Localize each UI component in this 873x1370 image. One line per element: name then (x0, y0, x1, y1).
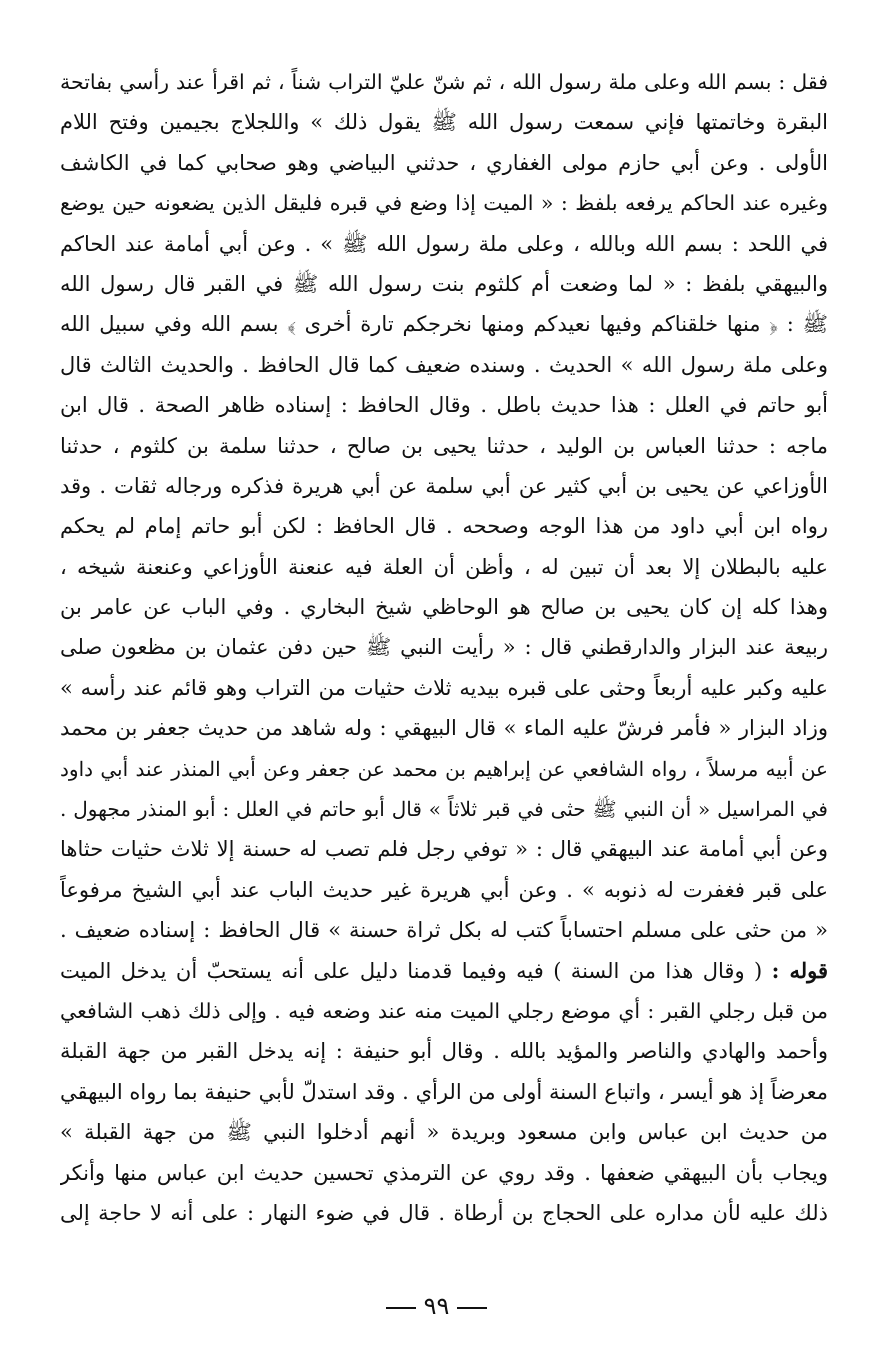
text-line: وأحمد والهادي والناصر والمؤيد بالله . وقال أبو حنيفة : إنه يدخل القبر من جهة القبلة (60, 1039, 828, 1064)
text-line: « من حثى على مسلم احتساباً كتب له بكل ثراة حسنة » قال الحافظ : إسناده ضعيف . (60, 918, 828, 943)
text-line-commentary (60, 951, 828, 991)
text-line: الأولى . وعن أبي حازم مولى الغفاري ، حدثني البياضي وهو صحابي كما في الكاشف (60, 150, 828, 175)
text-line: في المراسيل « أن النبي ﷺ حثى في قبر ثلاثاً » قال أبو حاتم في العلل : أبو المنذر مجهول . (60, 797, 828, 822)
text-line: في اللحد : بسم الله وبالله ، وعلى ملة رسول الله ﷺ » . وعن أبي أمامة عند الحاكم (60, 231, 828, 256)
text-line: ماجه : حدثنا العباس بن الوليد ، حدثنا يحيى بن صالح ، حدثنا سلمة بن كلثوم ، حدثنا (60, 433, 828, 458)
bold-prefix: قوله : (771, 957, 828, 983)
text-line: ويجاب بأن البيهقي ضعفها . وقد روي عن الترمذي تحسين حديث ابن عباس منها وأنكر (60, 1160, 828, 1185)
text-line: البقرة وخاتمتها فإني سمعت رسول الله ﷺ يقول ذلك » واللجلاج بجيمين وفتح اللام (60, 110, 828, 135)
commentary-text: ( وقال هذا من السنة ) فيه وفيما قدمنا دليل على أنه يستحبّ أن يدخل الميت (60, 958, 763, 983)
text-line: وعلى ملة رسول الله » الحديث . وسنده ضعيف كما قال الحافظ . والحديث الثالث قال (60, 352, 828, 377)
text-line: فقل : بسم الله وعلى ملة رسول الله ، ثم شنّ عليّ التراب شناً ، ثم اقرأ عند رأسي بفاتحة (60, 70, 828, 94)
page-body-text (60, 62, 828, 1233)
text-line: عليه وكبر عليه أربعاً وحثى على قبره بيديه ثلاث حثيات من التراب وهو قائم عند رأسه » (60, 675, 828, 700)
text-line: من قبل رجلي القبر : أي موضع رجلي الميت منه عند وضعه فيه . وإلى ذلك ذهب الشافعي (60, 998, 828, 1023)
text-line: وغيره عند الحاكم يرفعه بلفظ : « الميت إذا وضع في قبره فليقل الذين يضعونه حين يوضع (60, 191, 828, 216)
text-line: عن أبيه مرسلاً ، رواه الشافعي عن إبراهيم بن محمد عن جعفر وعن أبي المنذر عند أبي داود (60, 756, 828, 781)
footer-dash-right (457, 1307, 487, 1309)
text-line: أبو حاتم في العلل : هذا حديث باطل . وقال الحافظ : إسناده ظاهر الصحة . قال ابن (60, 393, 828, 418)
footer-dash-left (386, 1307, 416, 1309)
text-line: وهذا كله إن كان يحيى بن صالح هو الوحاظي شيخ البخاري . وفي الباب عن عامر بن (60, 595, 828, 620)
text-line: ﷺ : ﴿ منها خلقناكم وفيها نعيدكم ومنها نخرجكم تارة أخرى ﴾ بسم الله وفي سبيل الله (60, 312, 828, 337)
text-line: وزاد البزار « فأمر فرشّ عليه الماء » قال البيهقي : وله شاهد من حديث جعفر بن محمد (60, 716, 828, 741)
text-line: وعن أبي أمامة عند البيهقي قال : « توفي رجل فلم تصب له حسنة إلا ثلاث حثيات حثاها (60, 837, 828, 862)
text-line: رواه ابن أبي داود من هذا الوجه وصححه . قال الحافظ : لكن أبو حاتم إمام لم يحكم (60, 514, 828, 539)
text-line: عليه بالبطلان إلا بعد أن تبين له ، وأظن أن العلة فيه عنعنة الأوزاعي وعنعنة شيخه ، (60, 554, 828, 579)
page-footer (0, 1292, 873, 1320)
text-line: والبيهقي بلفظ : « لما وضعت أم كلثوم بنت رسول الله ﷺ في القبر قال رسول الله (60, 271, 828, 296)
text-line: معرضاً إذ هو أيسر ، واتباع السنة أولى من الرأي . وقد استدلّ لأبي حنيفة بما رواه البيهقي (60, 1079, 828, 1104)
text-line: من حديث ابن عباس وابن مسعود وبريدة « أنهم أدخلوا النبي ﷺ من جهة القبلة » (60, 1120, 828, 1145)
text-line: الأوزاعي عن يحيى بن أبي كثير عن أبي سلمة عن أبي هريرة فذكره ورجاله ثقات . وقد (60, 473, 828, 498)
page-number: ٩٩ (423, 1292, 450, 1320)
text-line: ذلك عليه لأن مداره على الحجاج بن أرطاة . قال في ضوء النهار : على أنه لا حاجة إلى (60, 1200, 828, 1225)
text-line: ربيعة عند البزار والدارقطني قال : « رأيت النبي ﷺ حين دفن عثمان بن مظعون صلى (60, 635, 828, 660)
text-line: على قبر فغفرت له ذنوبه » . وعن أبي هريرة غير حديث الباب عند أبي الشيخ مرفوعاً (60, 877, 828, 902)
